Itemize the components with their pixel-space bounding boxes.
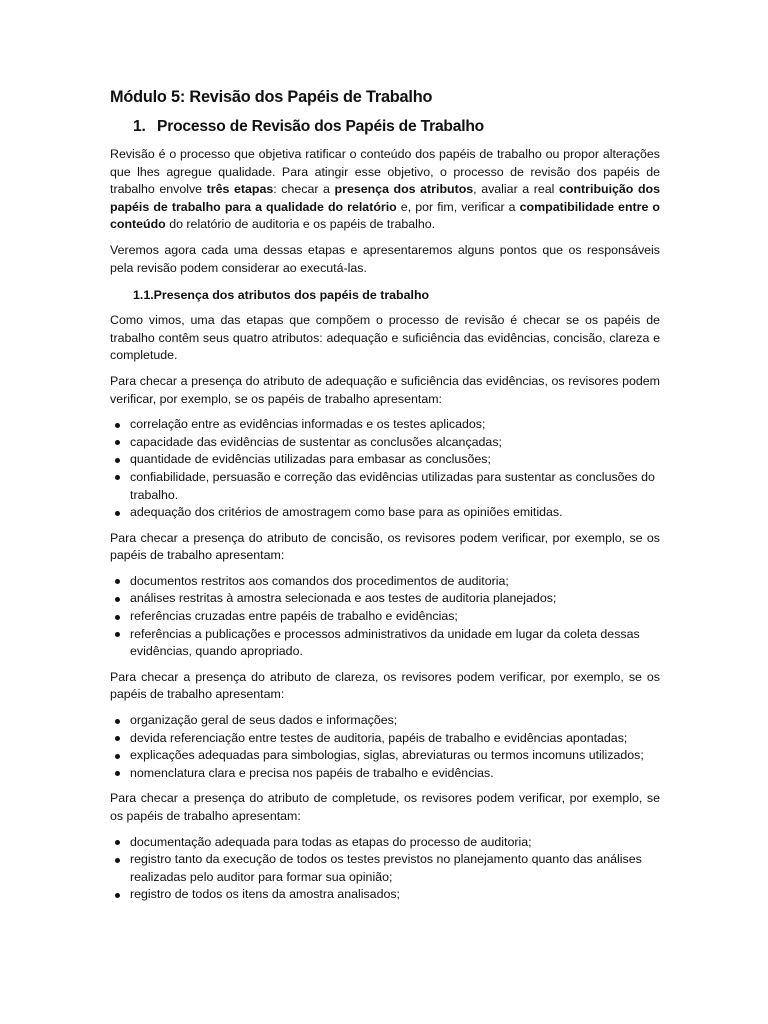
paragraph-4: Para checar a presença do atributo de adequação e suficiência das evidências, os revisores podem verificar, por exemplo, se os papéis de trabalho apresentam:	[110, 373, 660, 406]
list-item	[110, 747, 660, 765]
list-item-text: referências cruzadas entre papéis de trabalho e evidências;	[130, 609, 458, 624]
intro-text-4: e, por fim, verificar a	[396, 199, 520, 214]
list-item-text: análises restritas à amostra selecionada e aos testes de auditoria planejados;	[130, 591, 557, 606]
list-item-text: registro de todos os itens da amostra analisados;	[130, 887, 400, 902]
paragraph-7: Para checar a presença do atributo de completude, os revisores podem verificar, por exemplo, se os papéis de trabalho apresentam:	[110, 791, 660, 823]
bullet-icon	[115, 440, 120, 445]
intro-bold-3: contribuição dos papéis de trabalho para a qualidade do relatório	[110, 182, 660, 214]
paragraph-5: Para checar a presença do atributo de concisão, os revisores podem verificar, por exemplo, se os papéis de trabalho apresentam:	[110, 530, 660, 563]
list-item	[110, 608, 660, 626]
list-item	[110, 626, 660, 661]
list-item	[110, 469, 660, 504]
bullet-icon	[115, 893, 120, 898]
list-item	[110, 504, 660, 522]
bullet-icon	[115, 632, 120, 637]
list-item-text: documentação adequada para todas as etapas do processo de auditoria;	[130, 834, 532, 849]
bullet-icon	[115, 458, 120, 463]
list-item-text: organização geral de seus dados e informações;	[130, 713, 398, 728]
section-number: 1.	[133, 118, 146, 135]
bullet-icon	[115, 840, 120, 845]
intro-text-1: Revisão é o processo que objetiva ratificar o conteúdo dos papéis de trabalho ou propor alterações que lhes agregue qualidade. Para atingir esse objetivo, o processo de revisão dos papéis de trabalho envolve	[110, 147, 660, 197]
intro-text-2: : checar a	[273, 182, 335, 197]
list-clarity	[110, 712, 660, 782]
paragraph-6: Para checar a presença do atributo de clareza, os revisores podem verificar, por exemplo, se os papéis de trabalho apresentam:	[110, 669, 660, 702]
bullet-icon	[115, 771, 120, 776]
intro-bold-4: compatibilidade entre o conteúdo	[110, 199, 660, 232]
bullet-icon	[115, 719, 120, 724]
bullet-icon	[115, 511, 120, 516]
bullet-icon	[115, 423, 120, 428]
list-item	[110, 886, 660, 904]
list-item-text: capacidade das evidências de sustentar as conclusões alcançadas;	[130, 434, 502, 449]
list-item-text: nomenclatura clara e precisa nos papéis de trabalho e evidências.	[130, 765, 494, 780]
list-item-text: registro tanto da execução de todos os testes previstos no planejamento quanto das análises realizadas pelo auditor para formar sua opinião;	[130, 852, 642, 884]
list-adequacy	[110, 416, 660, 522]
bullet-icon	[115, 858, 120, 863]
intro-bold-1: três etapas	[206, 182, 274, 197]
list-item-text: adequação dos critérios de amostragem como base para as opiniões emitidas.	[130, 505, 563, 520]
paragraph-2: Veremos agora cada uma dessas etapas e apresentaremos alguns pontos que os responsáveis pela revisão podem considerar ao executá-las.	[110, 242, 660, 275]
bullet-icon	[115, 615, 120, 620]
list-item	[110, 434, 660, 452]
list-item	[110, 451, 660, 469]
list-item	[110, 834, 660, 852]
section-title: Processo de Revisão dos Papéis de Trabalho	[157, 118, 484, 135]
list-item-text: quantidade de evidências utilizadas para embasar as conclusões;	[130, 452, 491, 467]
subsection-heading: 1.1.Presença dos atributos dos papéis de trabalho	[133, 288, 430, 303]
list-item	[110, 851, 660, 886]
paragraph-3: Como vimos, uma das etapas que compõem o processo de revisão é checar se os papéis de trabalho contêm seus quatro atributos: adequação e suficiência das evidências, concisão, clareza e completude.	[110, 313, 660, 363]
intro-text-3: , avaliar a real	[473, 182, 560, 197]
list-item	[110, 590, 660, 608]
intro-text-5: do relatório de auditoria e os papéis de trabalho.	[165, 217, 436, 232]
list-item	[110, 765, 660, 783]
document-body	[110, 86, 660, 904]
list-completeness	[110, 834, 660, 904]
bullet-icon	[115, 475, 120, 480]
list-item-text: referências a publicações e processos administrativos da unidade em lugar da coleta dessas evidências, quando apropriado.	[130, 626, 640, 659]
intro-bold-2: presença dos atributos	[334, 182, 474, 197]
bullet-icon	[115, 579, 120, 584]
list-item-text: confiabilidade, persuasão e correção das evidências utilizadas para sustentar as conclusões do trabalho.	[130, 469, 655, 502]
list-item-text: devida referenciação entre testes de auditoria, papéis de trabalho e evidências apontadas;	[130, 730, 628, 745]
list-item	[110, 416, 660, 434]
section-heading	[133, 116, 660, 138]
bullet-icon	[115, 736, 120, 741]
list-item-text: documentos restritos aos comandos dos procedimentos de auditoria;	[130, 573, 509, 588]
list-item-text: explicações adequadas para simbologias, siglas, abreviaturas ou termos incomuns utilizados;	[130, 748, 644, 763]
bullet-icon	[115, 754, 120, 759]
list-item	[110, 712, 660, 730]
list-concision	[110, 573, 660, 661]
list-item	[110, 573, 660, 591]
module-title: Módulo 5: Revisão dos Papéis de Trabalho	[110, 88, 433, 106]
intro-paragraph	[110, 146, 660, 234]
list-item	[110, 730, 660, 748]
bullet-icon	[115, 597, 120, 602]
list-item-text: correlação entre as evidências informadas e os testes aplicados;	[130, 417, 486, 432]
